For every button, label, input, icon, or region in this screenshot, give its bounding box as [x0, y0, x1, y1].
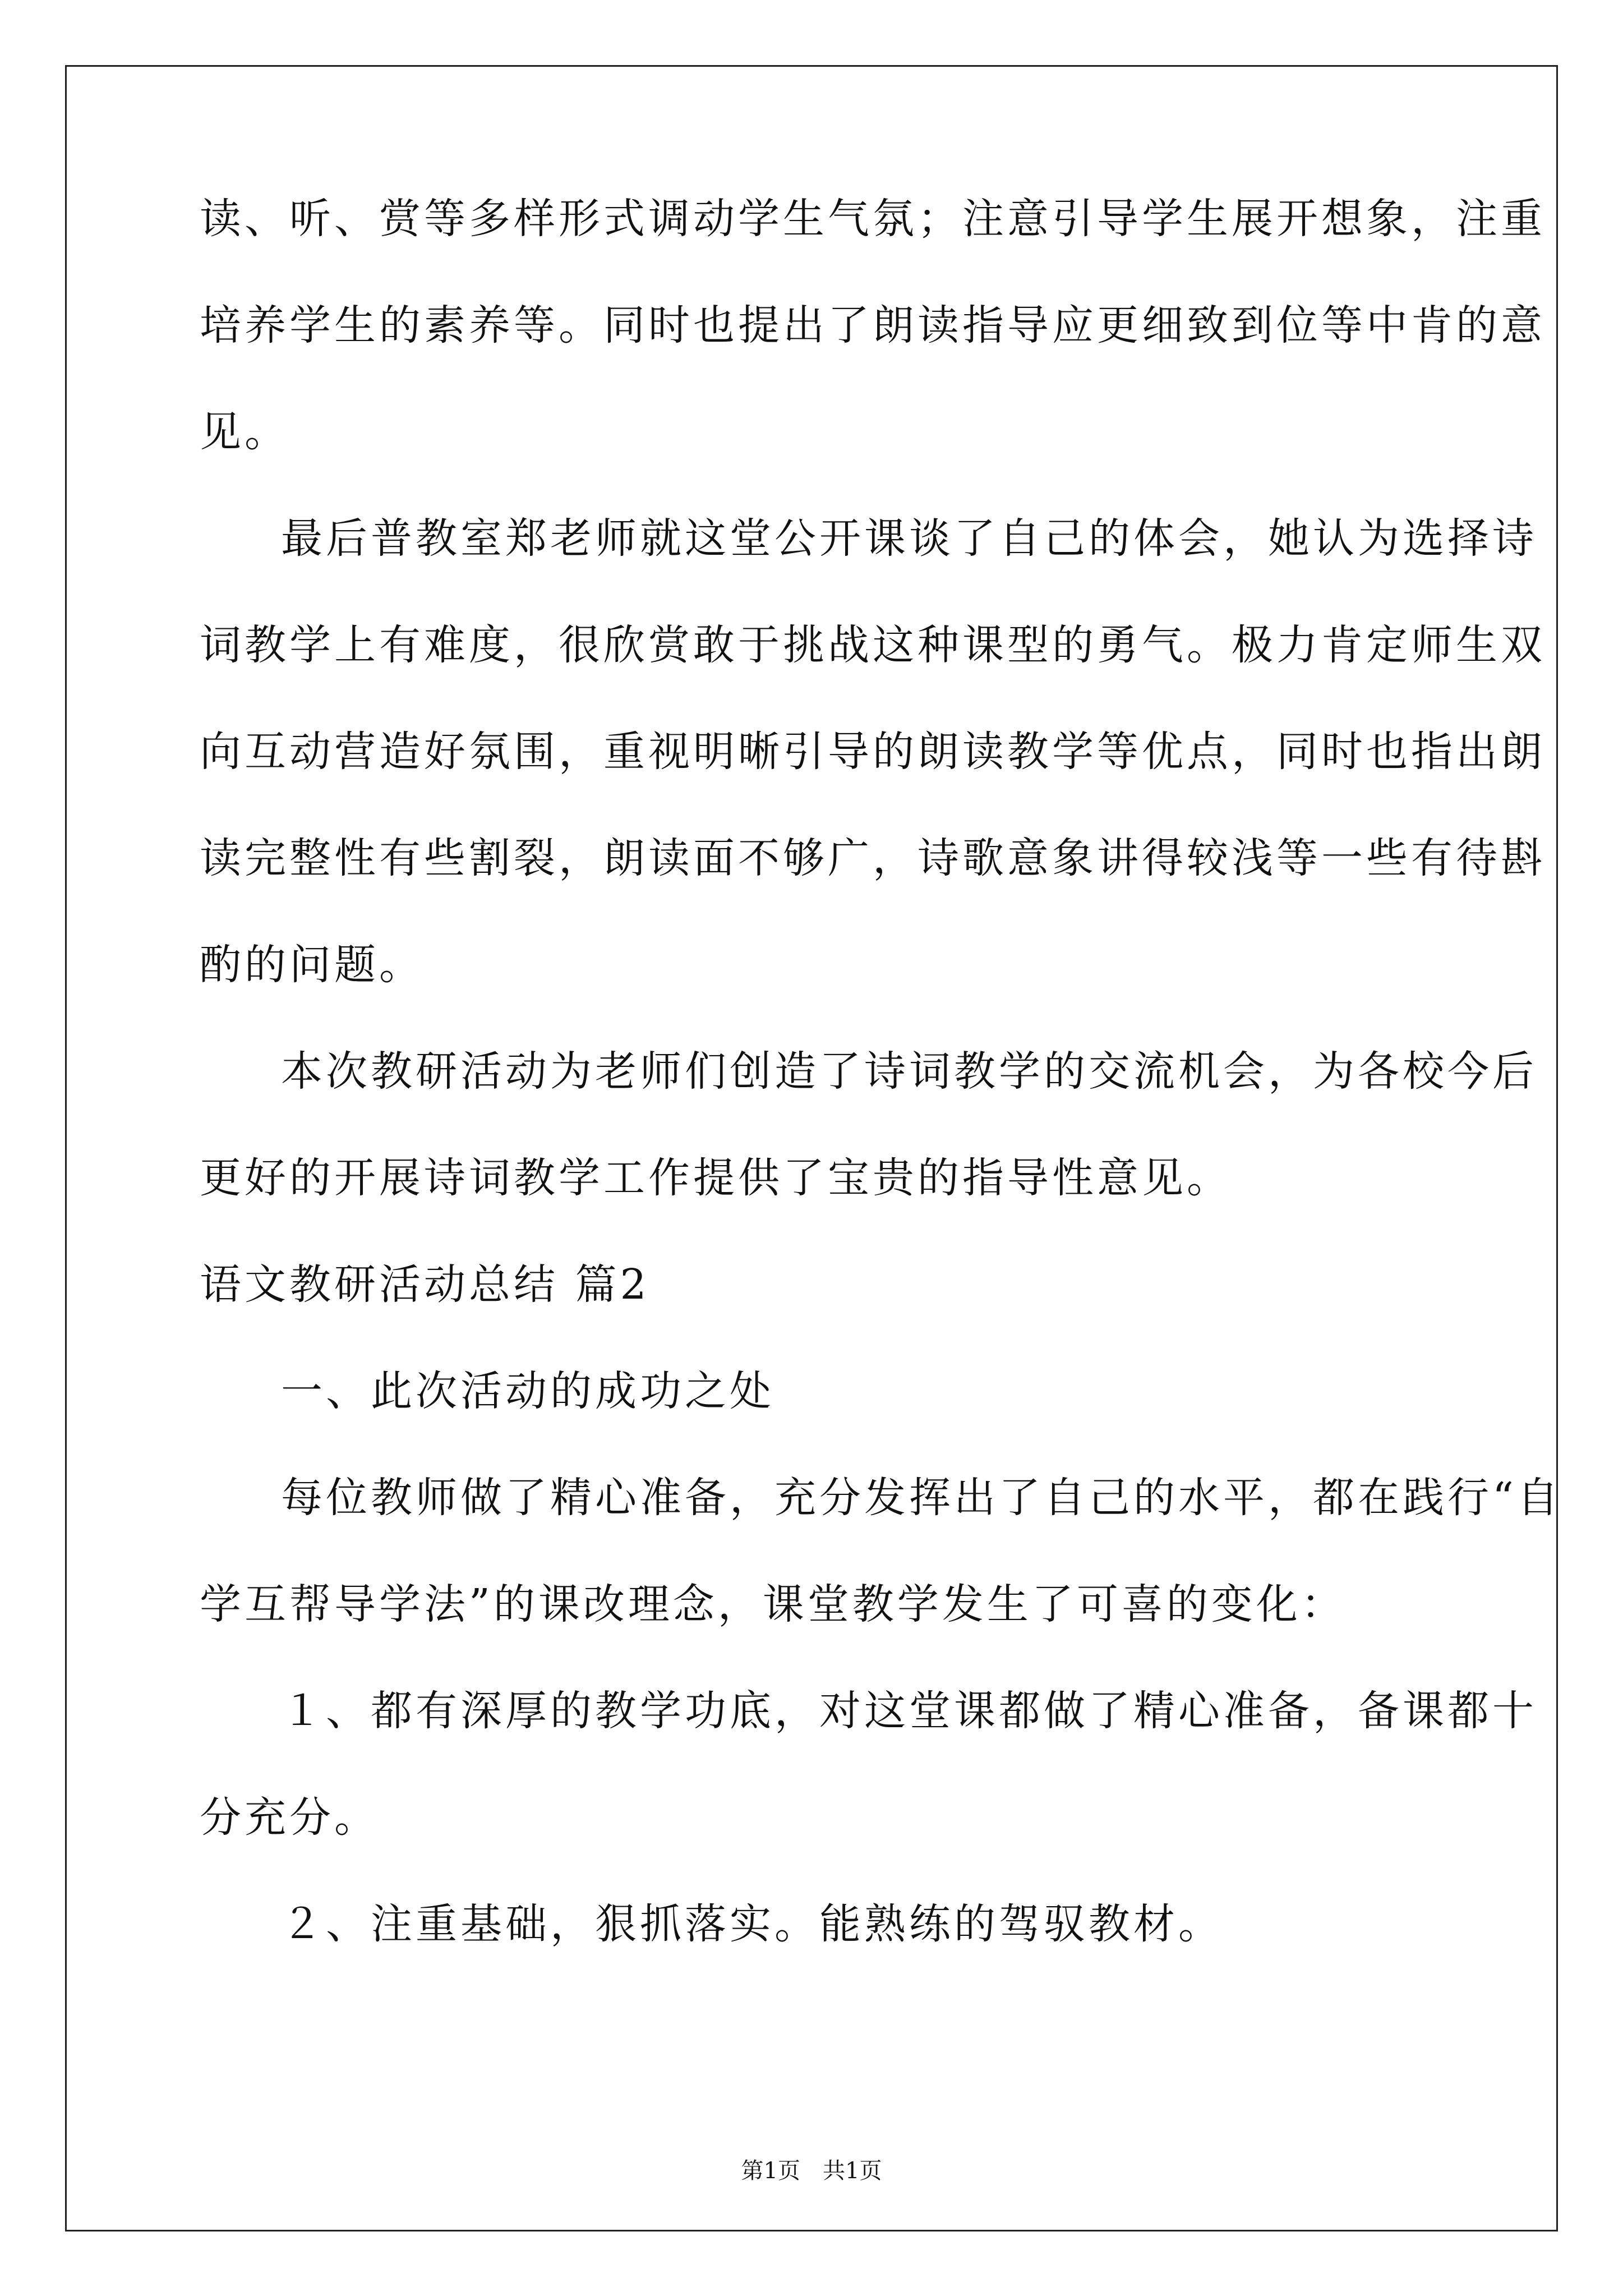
text-line: 最后普教室郑老师就这堂公开课谈了自己的体会，她认为选择诗 — [281, 514, 1537, 563]
subheading: 一、此次活动的成功之处 — [281, 1367, 774, 1415]
text-line: 本次教研活动为老师们创造了诗词教学的交流机会，为各校今后 — [281, 1047, 1537, 1096]
text-line: 读完整性有些割裂，朗读面不够广，诗歌意象讲得较浅等一些有待斟 — [200, 834, 1546, 882]
section-heading: 语文教研活动总结 篇2 — [200, 1260, 650, 1309]
text-line: 酌的问题。 — [200, 941, 424, 989]
text-line: 词教学上有难度，很欣赏敢于挑战这种课型的勇气。极力肯定师生双 — [200, 621, 1546, 669]
text-line: 每位教师做了精心准备，充分发挥出了自己的水平，都在践行“自 — [281, 1474, 1562, 1522]
list-item: ２、注重基础，狠抓落实。能熟练的驾驭教材。 — [281, 1900, 1223, 1948]
page-number: 第1页 共1页 — [741, 2158, 882, 2184]
list-item: １、都有深厚的教学功底，对这堂课都做了精心准备，备课都十 — [281, 1687, 1537, 1735]
text-line: 读、听、赏等多样形式调动学生气氛；注意引导学生展开想象，注重 — [200, 195, 1546, 243]
text-line: 更好的开展诗词教学工作提供了宝贵的指导性意见。 — [200, 1154, 1232, 1202]
text-line: 培养学生的素养等。同时也提出了朗读指导应更细致到位等中肯的意 — [200, 301, 1546, 349]
text-line: 向互动营造好氛围，重视明晰引导的朗读教学等优点，同时也指出朗 — [200, 728, 1546, 776]
text-line: 见。 — [200, 408, 289, 456]
text-line: 分充分。 — [200, 1793, 379, 1842]
text-line: 学互帮导学法”的课改理念，课堂教学发生了可喜的变化： — [200, 1580, 1346, 1628]
